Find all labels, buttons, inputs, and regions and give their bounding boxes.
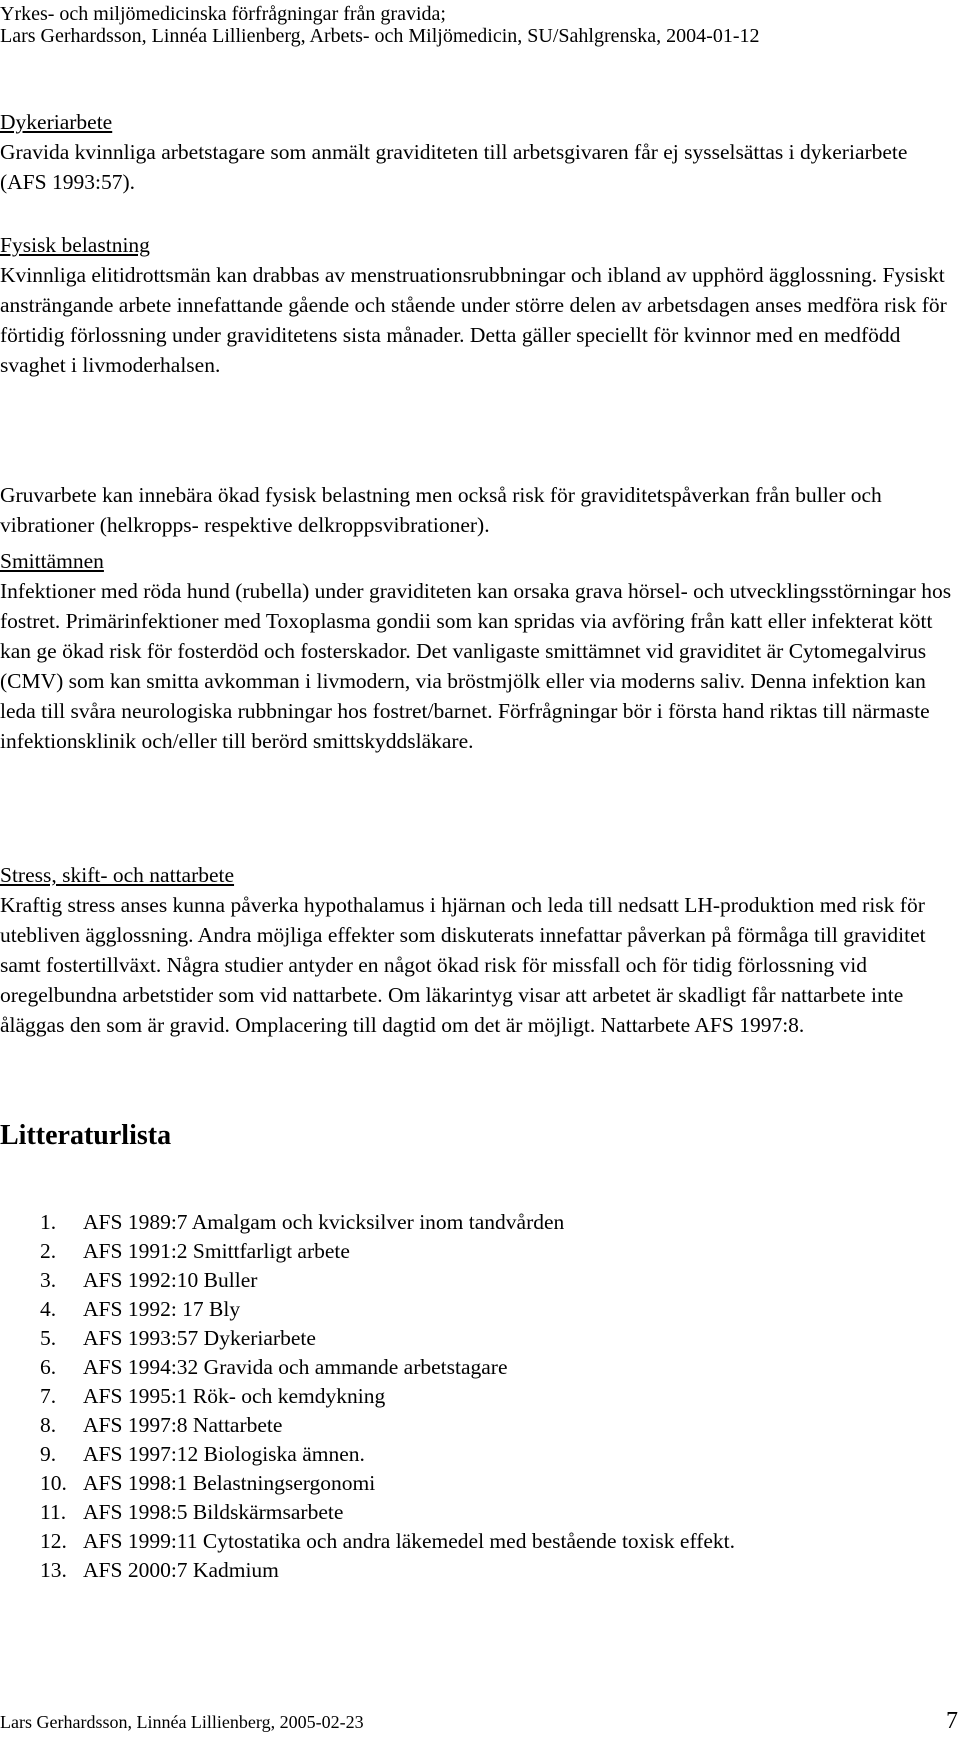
list-item-text: AFS 1993:57 Dykeriarbete: [83, 1326, 316, 1350]
list-item-text: AFS 1998:5 Bildskärmsarbete: [83, 1500, 344, 1524]
list-item-text: AFS 1989:7 Amalgam och kvicksilver inom tandvården: [83, 1210, 565, 1234]
section-body-stress: Kraftig stress anses kunna påverka hypothalamus i hjärnan och leda till nedsatt LH-produktion med risk för utebliven ägglossning. Andra möjliga effekter som diskuterats innefattar påverkan på förmåga till graviditet samt fostertillväxt. Några studier antyder en något ökad risk för missfall och för tidig förlossning vid oregelbundna arbetstider som vid nattarbete. Om läkarintyg visar att arbetet är skadligt får nattarbete inte åläggas den som är gravid. Omplacering till dagtid om det är möjligt. Nattarbete AFS 1997:8.: [0, 893, 926, 1037]
list-item-text: AFS 1992: 17 Bly: [83, 1297, 241, 1321]
section-gruvarbete: [0, 480, 955, 540]
running-header-title: Yrkes- och miljömedicinska förfrågningar från gravida;: [0, 3, 446, 25]
list-item-number: 4.: [40, 1297, 57, 1321]
section-smittamnen: [0, 546, 955, 756]
list-item-text: AFS 1997:12 Biologiska ämnen.: [83, 1442, 365, 1466]
section-heading-smittamnen: Smittämnen: [0, 549, 104, 573]
section-dykeriarbete: [0, 107, 955, 197]
section-fysisk-belastning: [0, 230, 955, 380]
list-item-number: 7.: [40, 1384, 57, 1408]
list-item-number: 6.: [40, 1355, 57, 1379]
list-item-text: AFS 1995:1 Rök- och kemdykning: [83, 1384, 386, 1408]
list-item-text: AFS 1991:2 Smittfarligt arbete: [83, 1239, 350, 1263]
footer-authors-date: Lars Gerhardsson, Linnéa Lillienberg, 2005-02-23: [0, 1712, 364, 1732]
list-item-text: AFS 1997:8 Nattarbete: [83, 1413, 283, 1437]
list-item-number: 3.: [40, 1268, 57, 1292]
section-heading-stress: Stress, skift- och nattarbete: [0, 863, 235, 887]
list-item-number: 13.: [40, 1558, 67, 1582]
list-item-text: AFS 1994:32 Gravida och ammande arbetstagare: [83, 1355, 508, 1379]
section-body-smittamnen: Infektioner med röda hund (rubella) under graviditeten kan orsaka grava hörsel- och utvecklingsstörningar hos fostret. Primärinfektioner med Toxoplasma gondii som kan spridas via avföring från katt eller infekterat kött kan ge ökad risk för fosterdöd och fosterskador. Det vanligaste smittämnet vid graviditet är Cytomegalvirus (CMV) som kan smitta avkomman i livmodern, via bröstmjölk eller via moderns saliv. Denna infektion kan leda till svåra neurologiska rubbningar hos fostret/barnet. Förfrågningar bör i första hand riktas till närmaste infektionsklinik och/eller till berörd smittskyddsläkare.: [0, 579, 952, 753]
list-item-text: AFS 1998:1 Belastningsergonomi: [83, 1471, 376, 1495]
list-item-number: 12.: [40, 1529, 67, 1553]
section-stress: [0, 860, 955, 1040]
list-item-text: AFS 1992:10 Buller: [83, 1268, 258, 1292]
list-item-number: 9.: [40, 1442, 57, 1466]
section-heading-fysisk-belastning: Fysisk belastning: [0, 233, 150, 257]
section-body-fysisk-belastning: Kvinnliga elitidrottsmän kan drabbas av menstruationsrubbningar och ibland av upphörd ägglossning. Fysiskt ansträngande arbete innefattande gående och stående under större delen av arbetsdagen anses medföra risk för förtidig förlossning under graviditetens sista månader. Detta gäller speciellt för kvinnor med en medfödd svaghet i livmoderhalsen.: [0, 263, 947, 377]
paragraph-gruvarbete: Gruvarbete kan innebära ökad fysisk belastning men också risk för graviditetspåverkan från buller och vibrationer (helkropps- respektive delkroppsvibrationer).: [0, 483, 882, 537]
list-item-number: 10.: [40, 1471, 67, 1495]
list-item-number: 8.: [40, 1413, 57, 1437]
section-body-dykeriarbete: Gravida kvinnliga arbetstagare som anmält graviditeten till arbetsgivaren får ej sysselsättas i dykeriarbete (AFS 1993:57).: [0, 140, 908, 194]
page-number: 7: [946, 1708, 958, 1734]
running-header-authors: Lars Gerhardsson, Linnéa Lillienberg, Arbets- och Miljömedicin, SU/Sahlgrenska, 2004-01-12: [0, 25, 760, 47]
list-item-text: AFS 1999:11 Cytostatika och andra läkemedel med bestående toxisk effekt.: [83, 1529, 736, 1553]
list-item-number: 11.: [40, 1500, 67, 1524]
list-item-number: 2.: [40, 1239, 57, 1263]
literature-heading: Litteraturlista: [0, 1120, 172, 1151]
section-heading-dykeriarbete: Dykeriarbete: [0, 110, 113, 134]
list-item-text: AFS 2000:7 Kadmium: [83, 1558, 279, 1582]
list-item-number: 1.: [40, 1210, 57, 1234]
list-item-number: 5.: [40, 1326, 57, 1350]
